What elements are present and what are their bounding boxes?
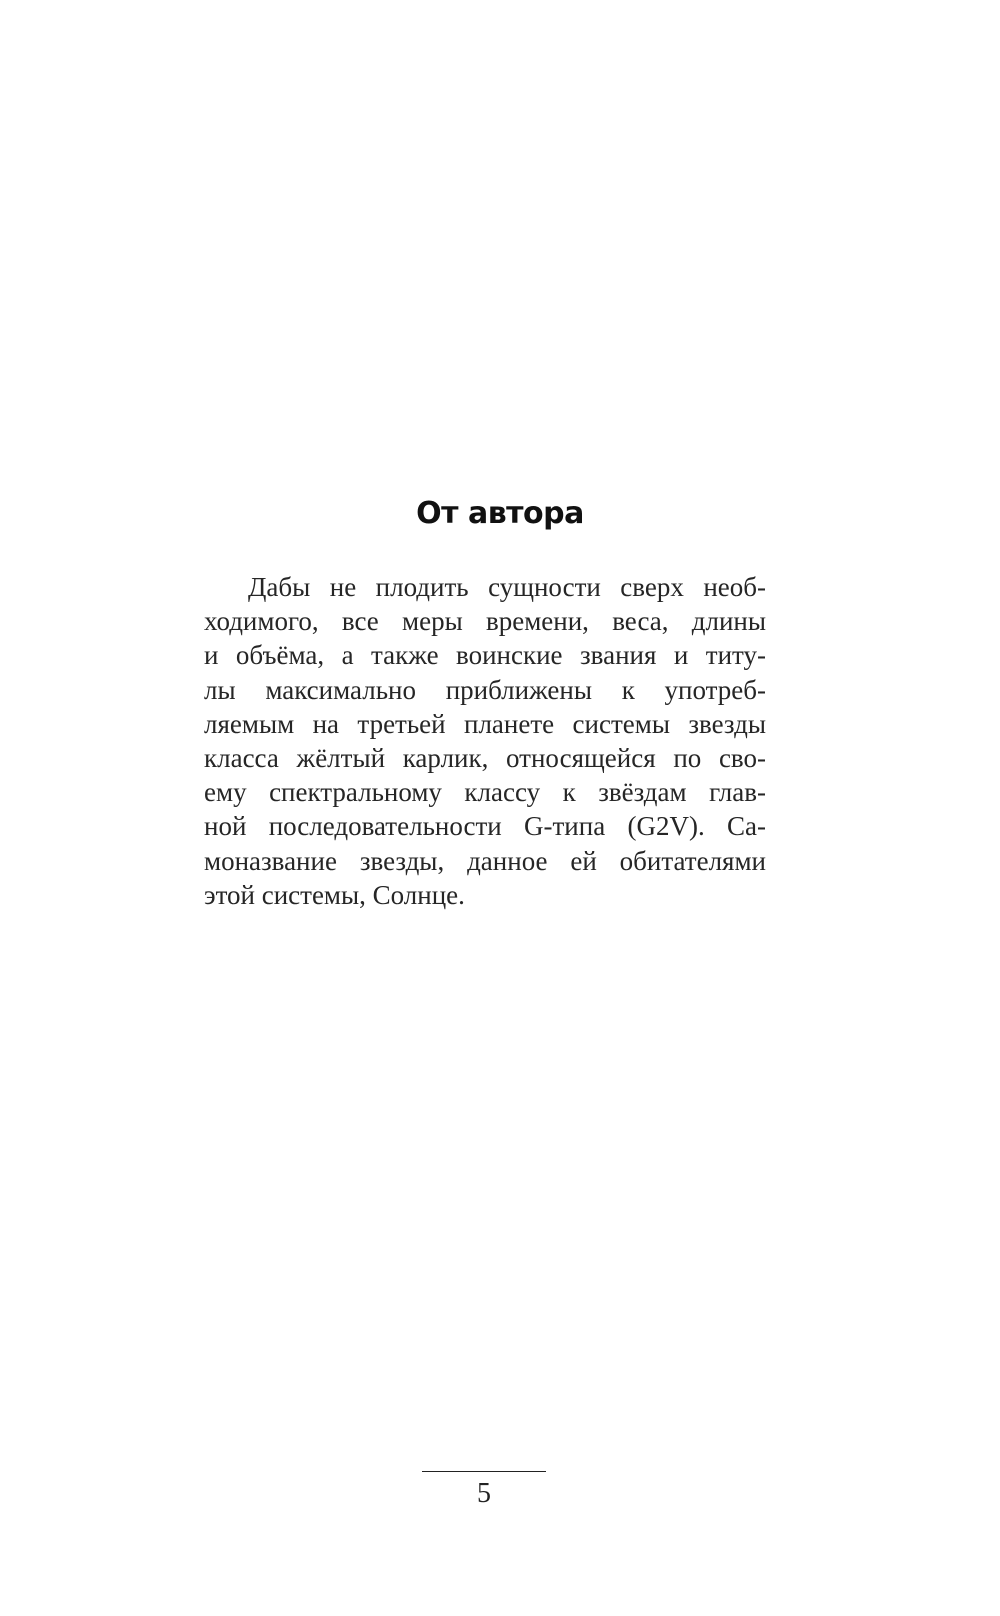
paragraph-line: ходимого, все меры времени, веса, длины — [204, 606, 766, 637]
paragraph-line: лы максимально приближены к употреб- — [204, 674, 766, 705]
paragraph-line: моназвание звезды, данное ей обитателями — [204, 845, 766, 876]
author-note-paragraph — [204, 570, 766, 912]
paragraph-line: Дабы не плодить сущности сверх необ- — [248, 572, 766, 602]
paragraph-line: и объёма, а также воинские звания и титу- — [204, 640, 766, 671]
page-number: 5 — [477, 1478, 491, 1509]
footer-divider — [422, 1471, 546, 1472]
paragraph-line: ляемым на третьей планете системы звезды — [204, 708, 766, 739]
paragraph-line: ему спектральному классу к звёздам глав- — [204, 777, 766, 808]
paragraph-line: ной последовательности G-типа (G2V). Са- — [204, 811, 766, 842]
paragraph-line: класса жёлтый карлик, относящейся по сво- — [204, 742, 766, 773]
chapter-heading: От автора — [416, 496, 584, 531]
paragraph-line: этой системы, Солнце. — [204, 879, 465, 910]
